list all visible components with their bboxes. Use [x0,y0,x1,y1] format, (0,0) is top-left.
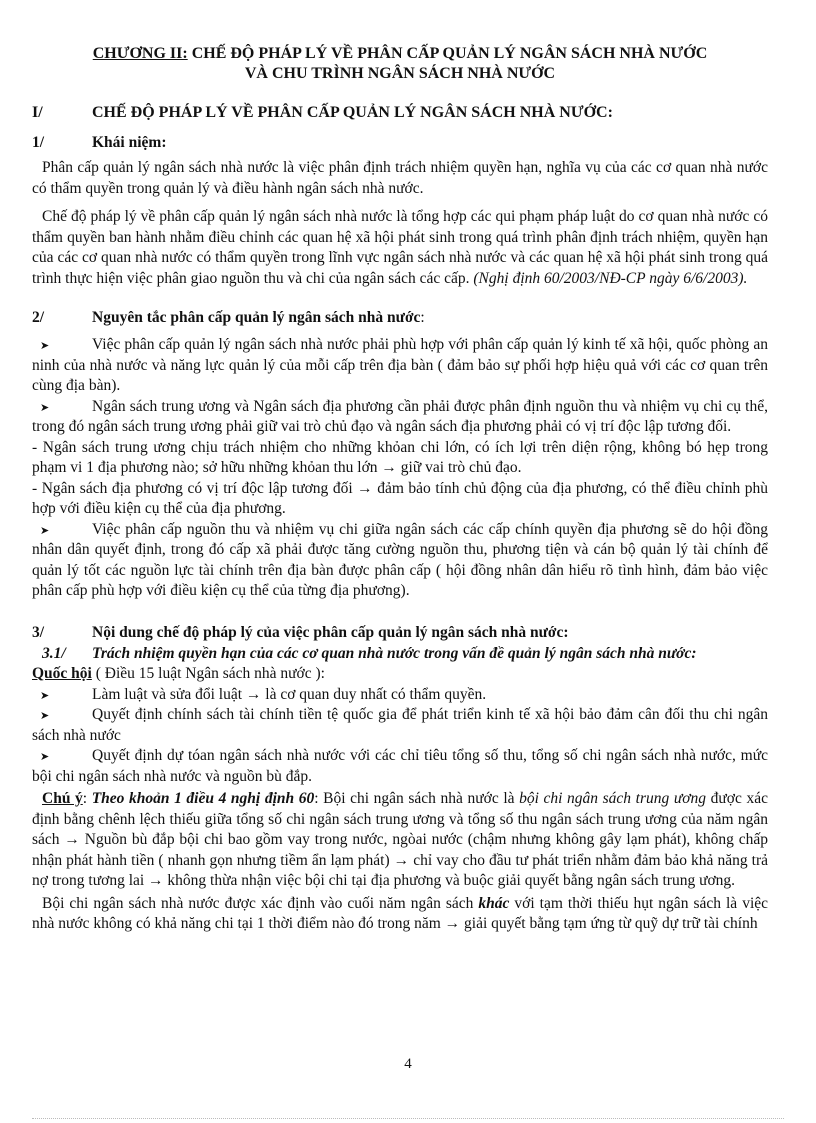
legal-reference: (Nghị định 60/2003/NĐ-CP ngày 6/6/2003). [473,269,748,287]
chapter-label: CHƯƠNG II: [92,45,188,62]
list-item: - Ngân sách địa phương có vị trí độc lập tương đối → đảm bảo tính chủ động của địa phương, có thể điều chỉnh phù hợp với điều kiện cụ thể của địa phương. [32,479,768,517]
list-item: ➤ Ngân sách trung ương và Ngân sách địa phương cần phải được phân định nguồn thu và nhiệm vụ chi cụ thể, trong đó ngân sách trung ương phải giữ vai trò chủ đạo và ngân sách địa phương phải có vị trí độc lập tương đối. [32,397,768,435]
list-item: ➤ Quyết định dự tóan ngân sách nhà nước với các chỉ tiêu tổng số thu, tổng số chi ngân sách nhà nước, mức bội chi ngân sách nhà nước và nguồn bù đắp. [32,747,768,785]
page-bottom-divider [32,1118,784,1119]
list-item: - Ngân sách trung ương chịu trách nhiệm cho những khỏan chi lớn, có ích lợi trên diện rộng, không bó hẹp trong phạm vi 1 địa phương nào; sở hữu những khỏan thu lớn → giữ vai trò chủ đạo. [32,438,768,476]
subsection-heading: 1/ Khái niệm: [32,134,167,151]
bullet-arrow-icon: ➤ [40,340,50,352]
bullet-arrow-icon: ➤ [40,710,50,722]
bullet-arrow-icon: ➤ [40,401,50,414]
subsection-heading: 2/ Nguyên tắc phân cấp quản lý ngân sách nhà nước: [32,309,425,326]
quoc-hoi-heading: Quốc hội ( Điều 15 luật Ngân sách nhà nước ): [32,665,325,682]
list-item: ➤ Việc phân cấp nguồn thu và nhiệm vụ chi giữa ngân sách các cấp chính quyền địa phương sẽ do hội đồng nhân dân quyết định, trong đó cấp xã phải được tăng cường nguồn thu, phương tiện và cán bộ quản lý tài chính để quản lý tốt các nguồn lực tài chính trên địa bàn được phân cấp ( hội đồng nhân dân hiểu rõ tình hình, đảm bảo việc phân cấp phù hợp với điều kiện cụ thể của từng địa phương). [32,520,768,599]
document-page [32,44,768,935]
paragraph: Chế độ pháp lý về phân cấp quản lý ngân sách nhà nước là tổng hợp các qui phạm pháp luật do cơ quan nhà nước có thẩm quyền ban hành nhằm điều chỉnh các quan hệ xã hội phát sinh trong quá trình phân định trách nhiệm, quyền hạn của các cơ quan nhà nước có thẩm quyền trong lĩnh vực ngân sách nhà nước và các quan hệ xã hội phát sinh trong quá trình thực hiện việc phân giao nguồn thu và chi của ngân sách các cấp. (Nghị định 60/2003/NĐ-CP ngày 6/6/2003). [32,208,768,287]
subsection-heading-3-1: 3.1/ Trách nhiệm quyền hạn của các cơ quan nhà nước trong vấn đề quản lý ngân sách nhà nước: [42,644,697,662]
bullet-arrow-icon: ➤ [40,751,50,763]
subsection-heading: 3/ Nội dung chế độ pháp lý của việc phân cấp quản lý ngân sách nhà nước: [32,623,569,641]
list-item: ➤ Quyết định chính sách tài chính tiền tệ quốc gia để phát triển kinh tế xã hội bảo đảm cân đối thu chi ngân sách nhà nước [32,706,768,744]
bullet-arrow-icon: ➤ [40,689,50,702]
paragraph: Bội chi ngân sách nhà nước được xác định vào cuối năm ngân sách khác với tạm thời thiếu hụt ngân sách là việc nhà nước không có khả năng chi tại 1 thời điểm nào đó trong năm → giải quyết bằng tạm ứng từ quỹ dự trữ tài chính [32,894,769,932]
paragraph: Phân cấp quản lý ngân sách nhà nước là việc phân định trách nhiệm quyền hạn, nghĩa vụ của các cơ quan nhà nước có thẩm quyền trong quản lý và điều hành ngân sách nhà nước. [32,159,768,197]
section-heading: I/ CHẾ ĐỘ PHÁP LÝ VỀ PHÂN CẤP QUẢN LÝ NGÂN SÁCH NHÀ NƯỚC: [32,104,613,121]
chapter-title: CHƯƠNG II: CHẾ ĐỘ PHÁP LÝ VỀ PHÂN CẤP QUẢN LÝ NGÂN SÁCH NHÀ NƯỚC VÀ CHU TRÌNH NGÂN SÁCH NHÀ NƯỚC [92,45,708,82]
list-item: ➤ Làm luật và sửa đổi luật → là cơ quan duy nhất có thẩm quyền. [32,685,768,706]
bullet-arrow-icon: ➤ [40,524,50,537]
note-paragraph: Chú ý: Theo khoản 1 điều 4 nghị định 60: Bội chi ngân sách nhà nước là bội chi ngân sách trung ương được xác định bằng chênh lệch thiếu giữa tổng số chi ngân sách trung ương và tổng số thu ngân sách trung ương của năm ngân sách → Nguồn bù đắp bội chi bao gồm vay trong nước, ngòai nước (chậm nhưng không gây lạm phát), không chấp nhận phát hành tiền ( nhanh gọn nhưng tiềm ẩn lạm phát) → chỉ vay cho đầu tư phát triển nhằm đảm bảo khả năng trả nợ trong tương lai → không thừa nhận việc bội chi tại địa phương và buộc giải quyết bằng ngân sách trung ương. [32,790,768,889]
list-item: ➤ Việc phân cấp quản lý ngân sách nhà nước phải phù hợp với phân cấp quản lý kinh tế xã hội, quốc phòng an ninh của nhà nước và năng lực quản lý của mỗi cấp trên địa bàn ( đảm bảo sự phối hợp hiệu quả với các cơ quan trên cùng địa bàn). [32,336,768,394]
page-number: 4 [404,1056,412,1072]
